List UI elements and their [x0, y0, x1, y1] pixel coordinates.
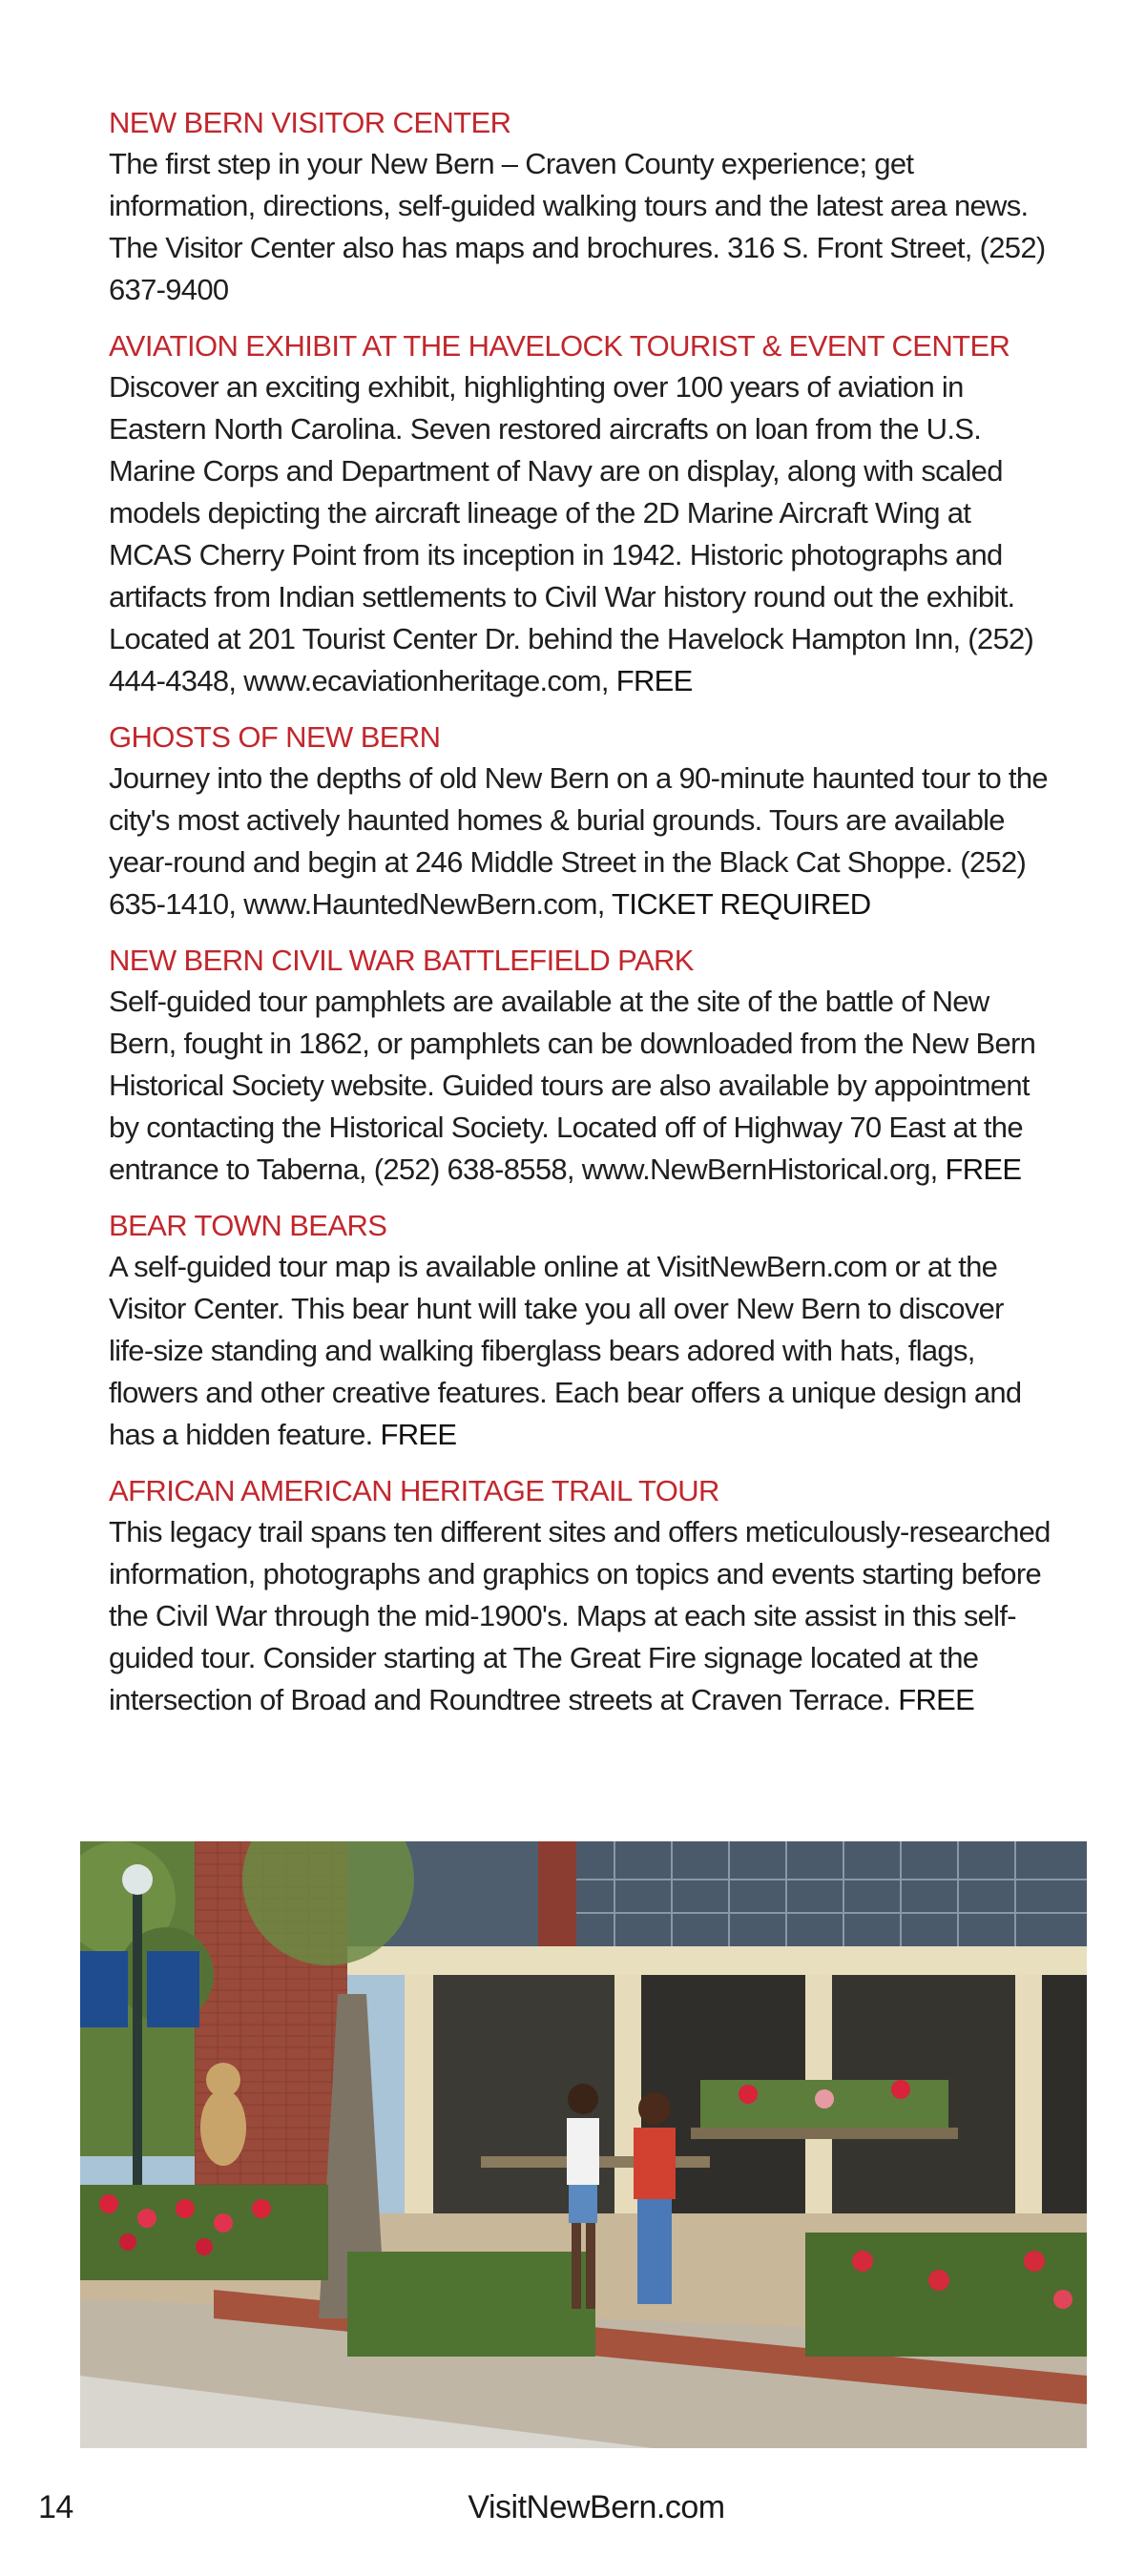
entry-body: [109, 1511, 1053, 1721]
entry-title: NEW BERN VISITOR CENTER: [109, 106, 511, 139]
entry-body: [109, 366, 1053, 702]
entry-aviation-exhibit: [109, 326, 1053, 702]
entry-text: Self-guided tour pamphlets are available at the site of the battle of New Bern, fought in 1862, or pamphlets can be downloaded from the New Bern Historical Society website. Guided tours are also available by appointment by contacting the Historical Society. Located off of Highway 70 East at the entrance to Taberna, (252) 638-8558, www.NewBernHistorical.org,: [109, 985, 1036, 1186]
entry-text: The first step in your New Bern – Craven County experience; get information, directions, self-guided walking tours and the latest area news. The Visitor Center also has maps and brochures. 316 S. Front Street, (252) 637-9400: [109, 147, 1046, 306]
entry-tag: TICKET REQUIRED: [612, 887, 871, 921]
storefront-photo: [80, 1841, 1087, 2448]
footer-website: VisitNewBern.com: [468, 2489, 725, 2525]
entry-title: BEAR TOWN BEARS: [109, 1209, 387, 1242]
entry-bear-town-bears: [109, 1206, 1053, 1456]
entry-title: GHOSTS OF NEW BERN: [109, 720, 441, 754]
entry-heritage-trail: [109, 1471, 1053, 1721]
page-number: 14: [38, 2489, 73, 2525]
entry-ghosts-of-new-bern: [109, 717, 1053, 925]
entry-title: NEW BERN CIVIL WAR BATTLEFIELD PARK: [109, 944, 694, 977]
entry-text: This legacy trail spans ten different sites and offers meticulously-researched information, photographs and graphics on topics and events starting before the Civil War through the mid-1900's. Maps at each site assist in this self-guided tour. Consider starting at The Great Fire signage located at the intersection of Broad and Roundtree streets at Craven Terrace.: [109, 1515, 1051, 1716]
entry-body: [109, 143, 1053, 311]
attractions-list: [109, 103, 1053, 1736]
entry-body: [109, 1246, 1053, 1456]
entry-visitor-center: [109, 103, 1053, 311]
entry-civil-war-battlefield: [109, 941, 1053, 1191]
entry-title: AVIATION EXHIBIT AT THE HAVELOCK TOURIST & EVENT CENTER: [109, 329, 1010, 363]
entry-text: A self-guided tour map is available online at VisitNewBern.com or at the Visitor Center. This bear hunt will take you all over New Bern to discover life-size standing and walking fiberglass bears adored with hats, flags, flowers and other creative features. Each bear offers a unique design and has a hidden feature.: [109, 1250, 1022, 1451]
entry-tag: FREE: [945, 1153, 1022, 1186]
entry-body: [109, 758, 1053, 925]
entry-text: Discover an exciting exhibit, highlighting over 100 years of aviation in Eastern North Carolina. Seven restored aircrafts on loan from the U.S. Marine Corps and Department of Navy are on display, along with scaled models depicting the aircraft lineage of the 2D Marine Aircraft Wing at MCAS Cherry Point from its inception in 1942. Historic photographs and artifacts from Indian settlements to Civil War history round out the exhibit. Located at 201 Tourist Center Dr. behind the Havelock Hampton Inn, (252) 444-4348, www.ecaviationheritage.com,: [109, 370, 1034, 697]
entry-tag: FREE: [380, 1418, 457, 1451]
entry-tag: FREE: [615, 664, 693, 697]
entry-title: AFRICAN AMERICAN HERITAGE TRAIL TOUR: [109, 1474, 719, 1507]
entry-body: [109, 981, 1053, 1191]
entry-text: Journey into the depths of old New Bern on a 90-minute haunted tour to the city's most actively haunted homes & burial grounds. Tours are available year-round and begin at 246 Middle Street in the Black Cat Shoppe. (252) 635-1410, www.HauntedNewBern.com,: [109, 761, 1048, 921]
entry-tag: FREE: [898, 1683, 975, 1716]
